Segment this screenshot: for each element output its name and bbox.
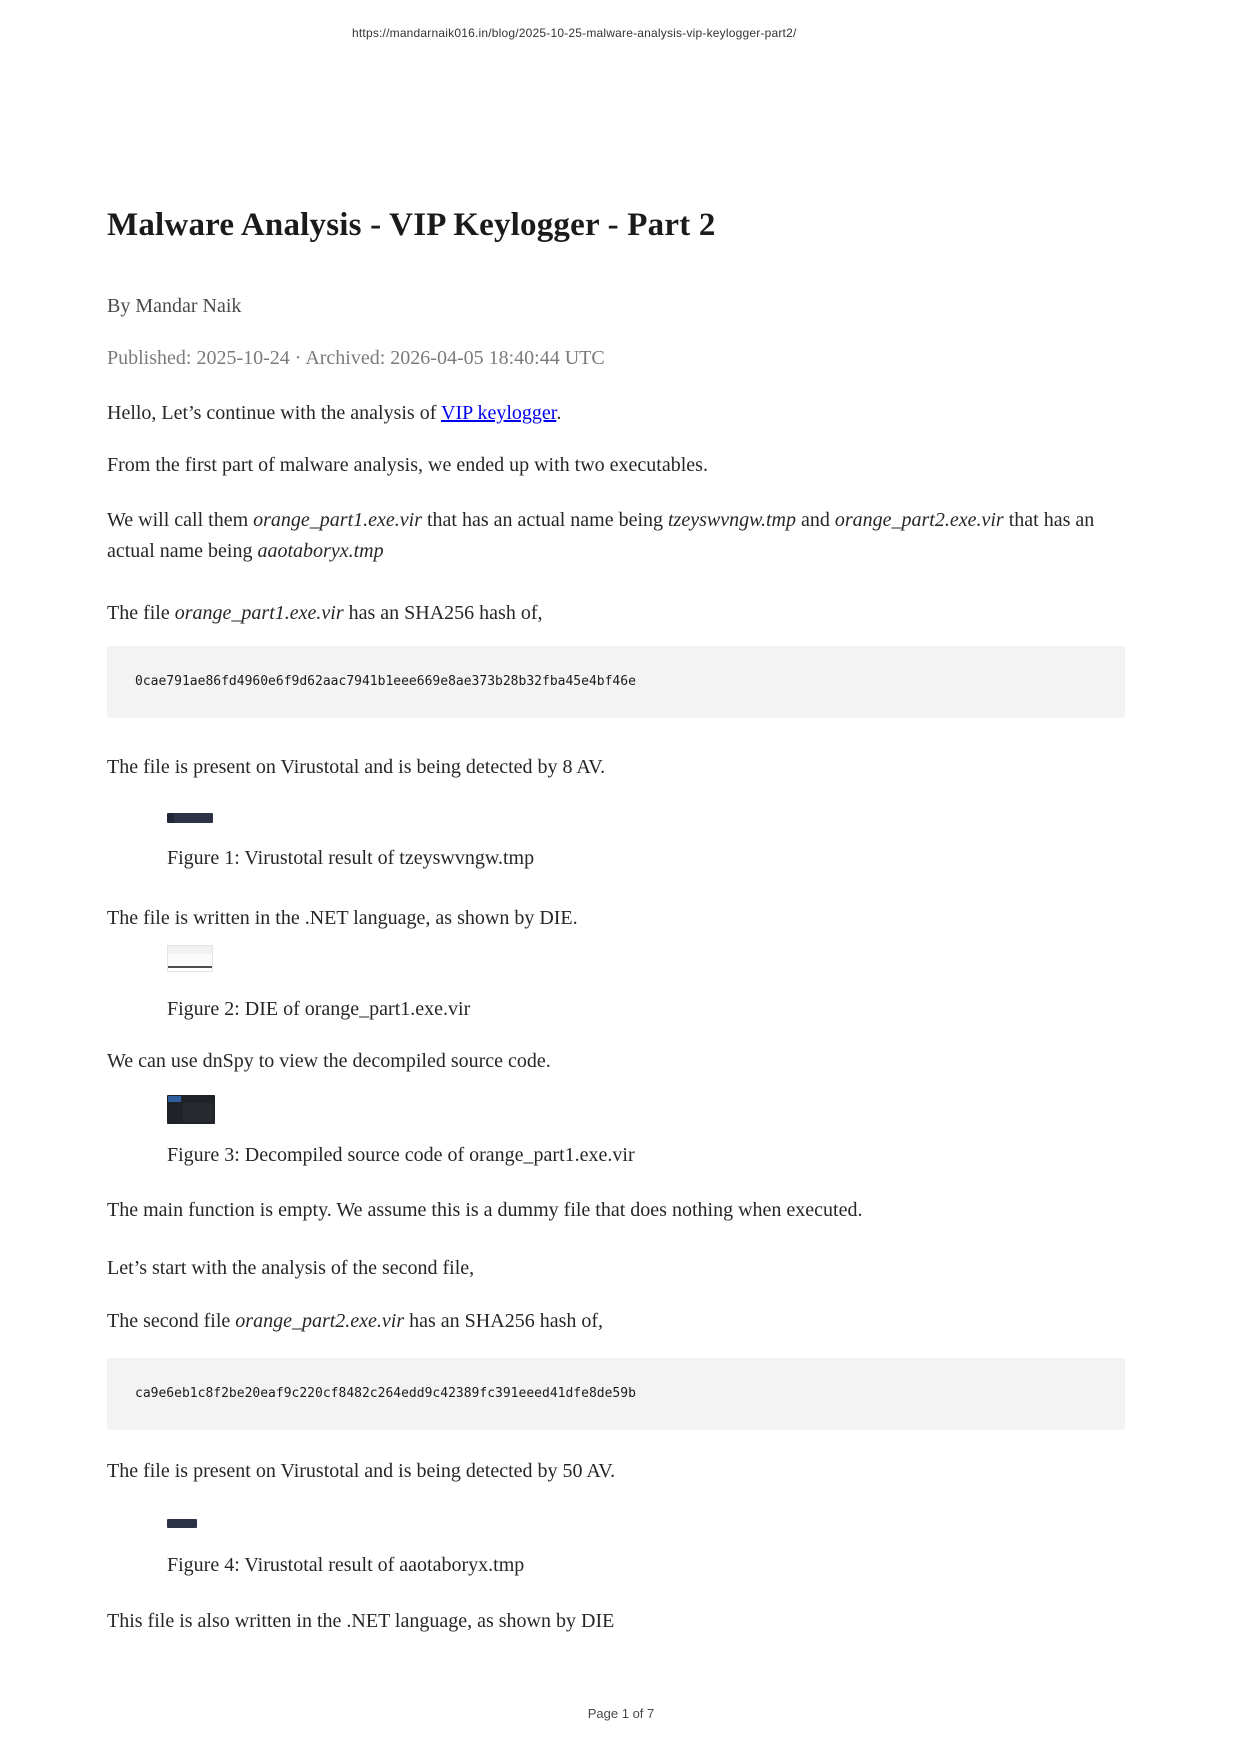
text-run: has an SHA256 hash of, bbox=[343, 602, 543, 624]
print-header-url: https://mandarnaik016.in/blog/2025-10-25-malware-analysis-vip-keylogger-part2/ bbox=[352, 26, 797, 40]
byline: By Mandar Naik bbox=[107, 295, 242, 317]
paragraph-hash1-lead bbox=[107, 598, 1125, 629]
print-footer-page-number: Page 1 of 7 bbox=[587, 1706, 655, 1721]
paragraph-dotnet-die-1: The file is written in the .NET language, as shown by DIE. bbox=[107, 907, 578, 929]
text-run: and bbox=[795, 509, 835, 531]
filename-orange-part2: orange_part2.exe.vir bbox=[235, 1310, 405, 1332]
filename-orange-part1: orange_part1.exe.vir bbox=[174, 602, 344, 624]
figure-1-thumbnail bbox=[167, 813, 213, 823]
text-run: Hello, Let’s continue with the analysis of bbox=[107, 402, 442, 424]
figure-2-caption: Figure 2: DIE of orange_part1.exe.vir bbox=[167, 998, 471, 1020]
vip-keylogger-link[interactable]: VIP keylogger bbox=[441, 402, 557, 424]
figure-3-thumbnail bbox=[167, 1095, 215, 1124]
publish-meta: Published: 2025-10-24 · Archived: 2026-04-05 18:40:44 UTC bbox=[107, 347, 605, 369]
filename-aaotaboryx: aaotaboryx.tmp bbox=[257, 540, 384, 562]
paragraph-lets-start: Let’s start with the analysis of the second file, bbox=[107, 1257, 475, 1279]
figure-4-caption: Figure 4: Virustotal result of aaotaboryx.tmp bbox=[167, 1554, 525, 1576]
filename-orange-part1: orange_part1.exe.vir bbox=[253, 509, 422, 531]
figure-3 bbox=[167, 1095, 1125, 1171]
paragraph-first-part: From the first part of malware analysis, we ended up with two executables. bbox=[107, 454, 708, 476]
page-title: Malware Analysis - VIP Keylogger - Part 2 bbox=[107, 207, 716, 243]
filename-orange-part2: orange_part2.exe.vir bbox=[834, 509, 1004, 531]
paragraph-call-them bbox=[107, 505, 1125, 567]
figure-1 bbox=[167, 813, 1125, 874]
text-run: The second file bbox=[107, 1310, 236, 1332]
paragraph-dotnet-die-2: This file is also written in the .NET language, as shown by DIE bbox=[107, 1610, 615, 1632]
figure-1-caption: Figure 1: Virustotal result of tzeyswvngw.tmp bbox=[167, 847, 535, 869]
figure-4-thumbnail bbox=[167, 1519, 197, 1528]
text-run: that has an actual name being bbox=[421, 509, 668, 531]
text-run: that has an actual name being bbox=[107, 509, 1095, 562]
figure-2 bbox=[167, 945, 1125, 1025]
paragraph-virustotal-50av: The file is present on Virustotal and is being detected by 50 AV. bbox=[107, 1460, 616, 1482]
text-run: The file bbox=[107, 602, 175, 624]
figure-4 bbox=[167, 1519, 1125, 1581]
paragraph-virustotal-8av: The file is present on Virustotal and is being detected by 8 AV. bbox=[107, 756, 606, 778]
paragraph-main-empty: The main function is empty. We assume this is a dummy file that does nothing when executed. bbox=[107, 1199, 863, 1221]
figure-2-thumbnail bbox=[167, 945, 213, 972]
text-run: We will call them bbox=[107, 509, 254, 531]
paragraph-hash2-lead bbox=[107, 1306, 1125, 1337]
text-run: . bbox=[556, 402, 562, 424]
paragraph-intro bbox=[107, 398, 1125, 429]
sha256-code-block-2: ca9e6eb1c8f2be20eaf9c220cf8482c264edd9c42389fc391eeed41dfe8de59b bbox=[107, 1358, 1125, 1430]
sha256-code-block-1: 0cae791ae86fd4960e6f9d62aac7941b1eee669e8ae373b28b32fba45e4bf46e bbox=[107, 646, 1125, 718]
figure-3-caption: Figure 3: Decompiled source code of orange_part1.exe.vir bbox=[167, 1144, 635, 1166]
filename-tzeyswvngw: tzeyswvngw.tmp bbox=[668, 509, 796, 531]
text-run: has an SHA256 hash of, bbox=[404, 1310, 604, 1332]
paragraph-dnspy: We can use dnSpy to view the decompiled source code. bbox=[107, 1050, 551, 1072]
